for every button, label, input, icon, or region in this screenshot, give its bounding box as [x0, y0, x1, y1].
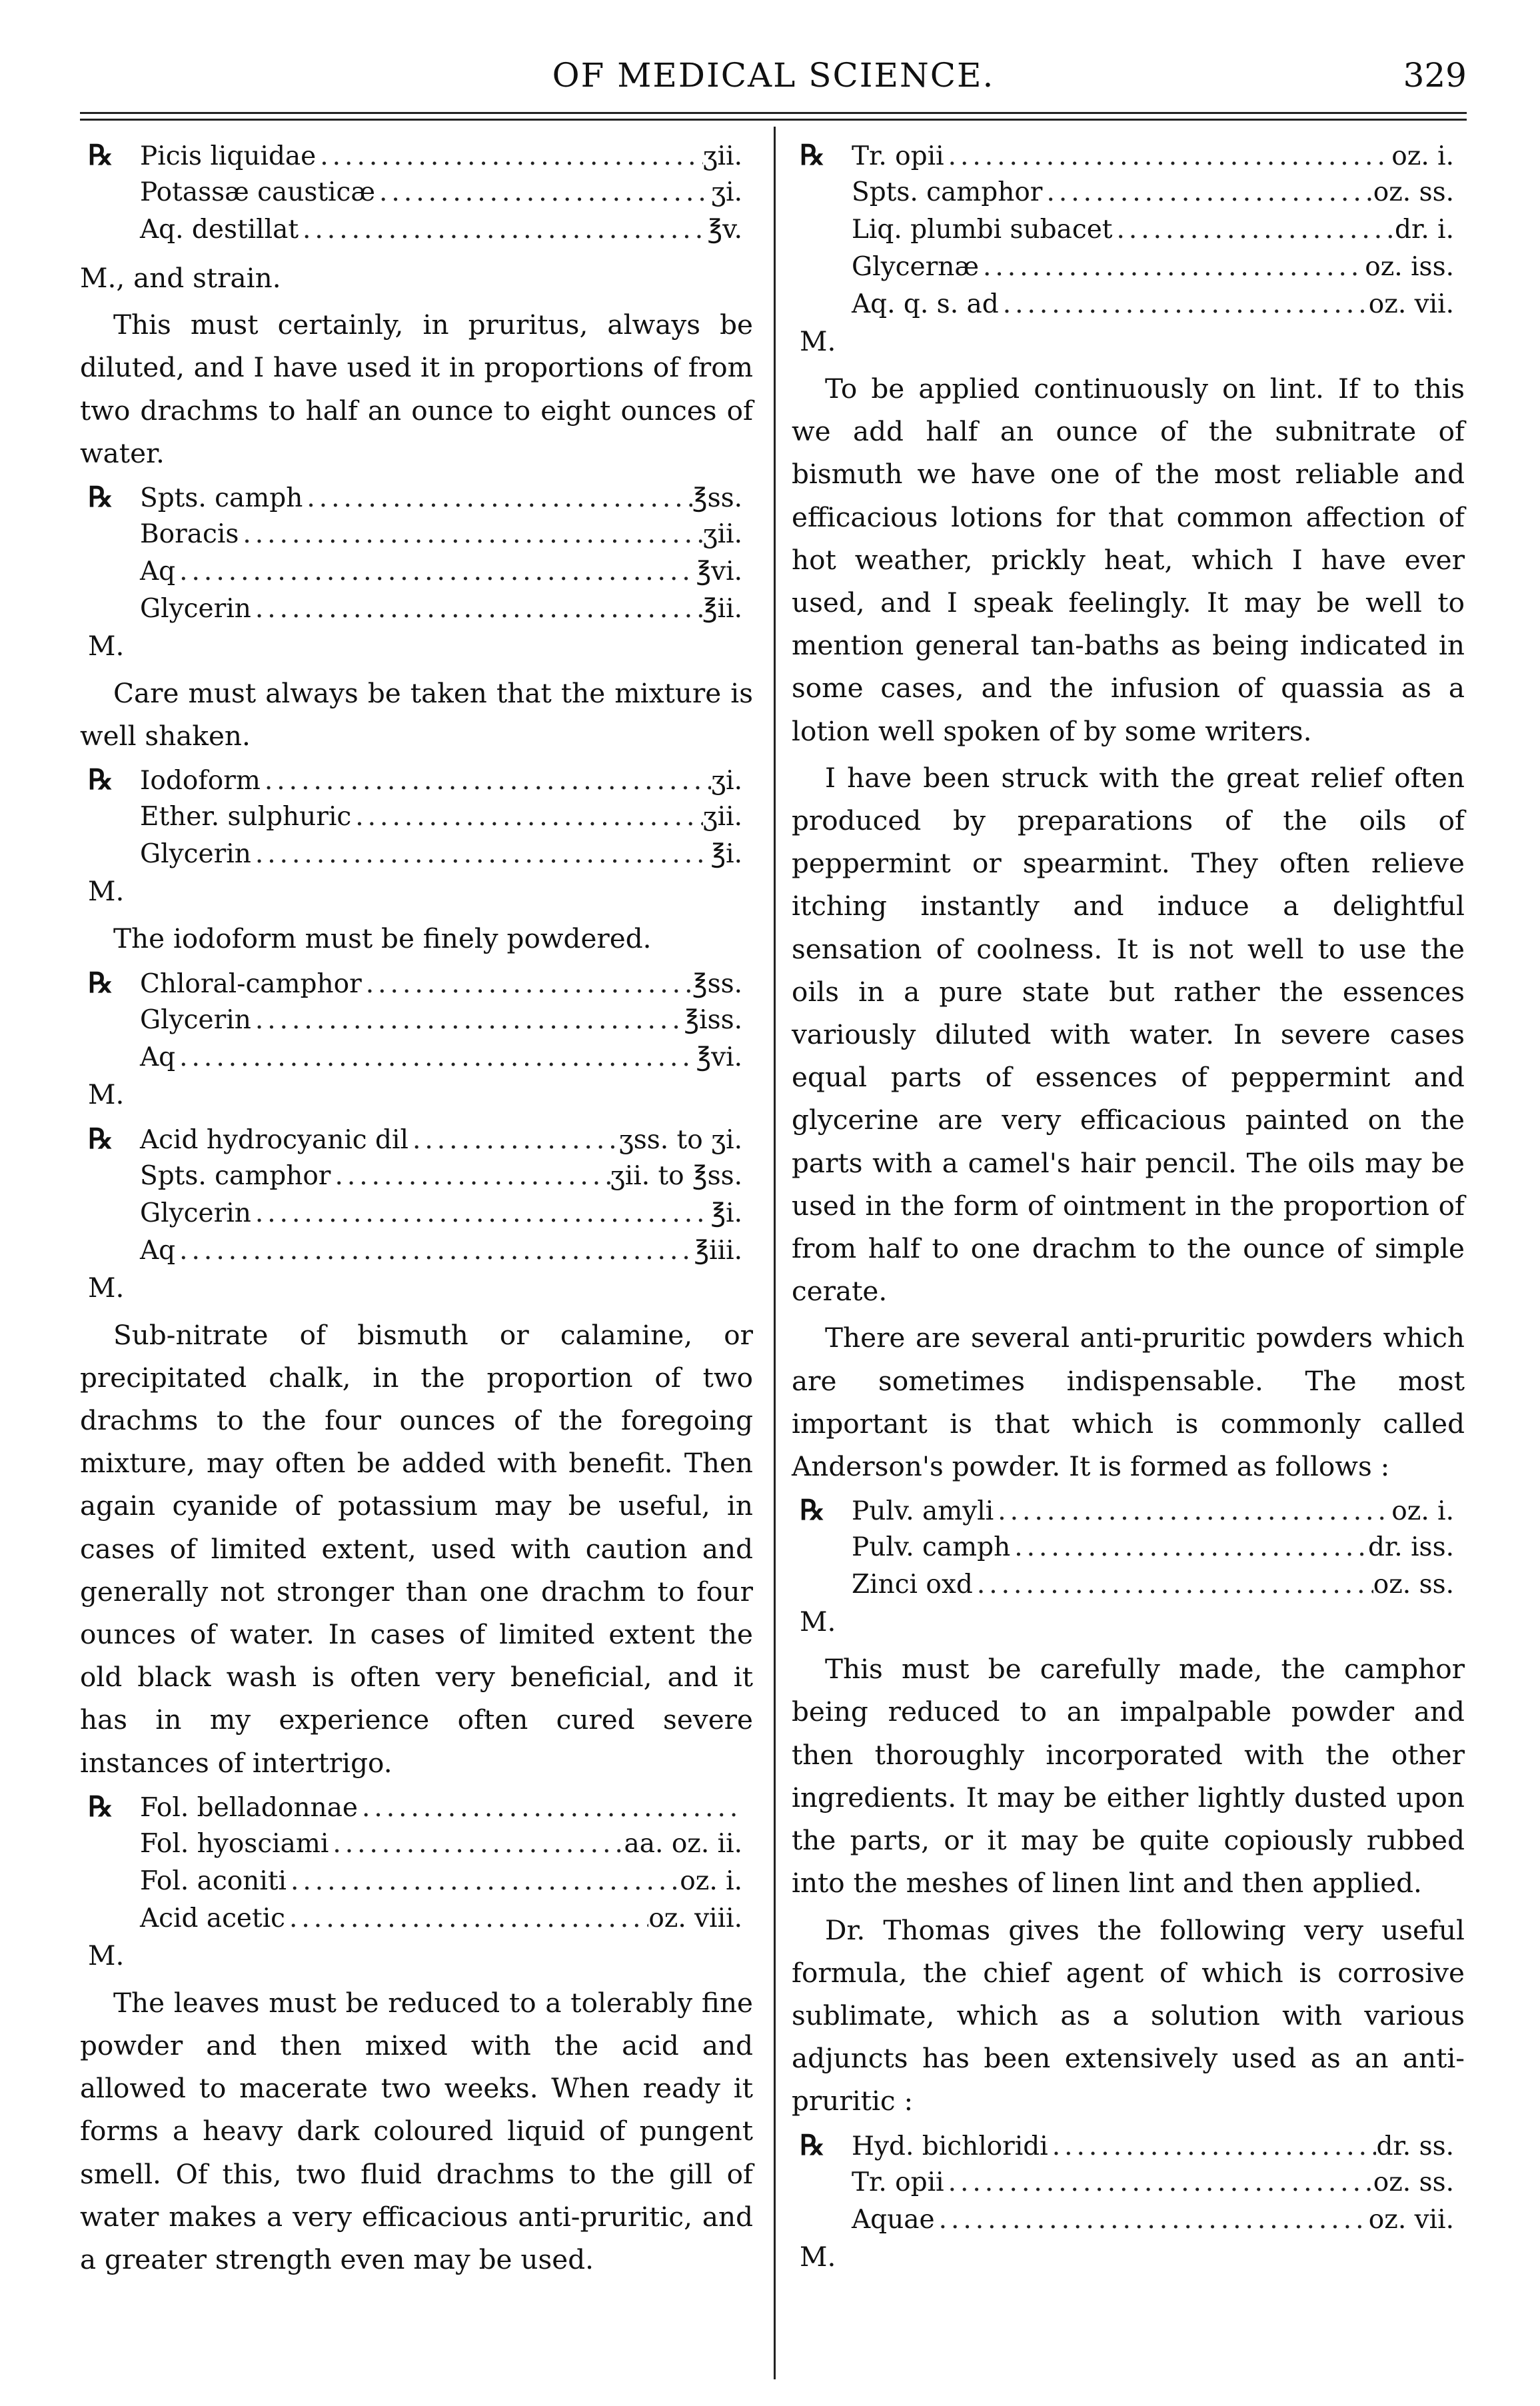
- header-rule-top: [80, 112, 1467, 114]
- ingredient-amount: ℥iss.: [684, 1004, 742, 1035]
- ingredient-amount: oz. vii.: [1368, 2204, 1454, 2235]
- dot-leader: [944, 2164, 1373, 2201]
- dot-leader: [251, 1195, 711, 1232]
- dot-leader: [362, 966, 692, 1003]
- recipe-symbol: ℞: [800, 1494, 825, 1527]
- dot-leader: [999, 286, 1369, 323]
- ingredient-amount: ʒii. to ℥ss.: [610, 1160, 742, 1191]
- dot-leader: [303, 480, 692, 517]
- recipe-symbol: ℞: [88, 481, 113, 514]
- prescription-line: [80, 1195, 753, 1232]
- ingredient-name: Spts. camph: [140, 483, 303, 514]
- prescription: [792, 137, 1465, 359]
- ingredient-name: Spts. camphor: [140, 1160, 331, 1191]
- dot-leader: [979, 249, 1365, 286]
- ingredient-amount: oz. i.: [1391, 1496, 1454, 1527]
- dot-leader: [175, 1039, 696, 1076]
- ingredient-amount: ʒii.: [702, 141, 742, 171]
- prescription-line: [80, 798, 753, 836]
- ingredient-amount: ʒi.: [711, 177, 742, 207]
- prescription-line: [80, 553, 753, 591]
- prescription-line: [792, 2201, 1465, 2239]
- ingredient-amount: ʒii.: [702, 802, 742, 832]
- prescription-line: [80, 1039, 753, 1076]
- ingredient-amount: ℥iii.: [694, 1235, 742, 1266]
- ingredient-name: Hyd. bichloridi: [852, 2131, 1048, 2161]
- ingredient-amount: ʒi.: [711, 766, 742, 796]
- misce-label: M.: [88, 630, 125, 662]
- running-header: [80, 52, 1467, 100]
- ingredient-name: Glycernæ: [852, 252, 980, 282]
- ingredient-amount: aa. oz. ii.: [624, 1828, 742, 1859]
- prescription-line: [792, 249, 1465, 286]
- ingredient-amount: oz. i.: [680, 1865, 742, 1896]
- ingredient-name: Fol. belladonnae: [140, 1792, 358, 1823]
- paragraph: The leaves must be reduced to a tolerably fine powder and then mixed with the acid and allowed to macerate two weeks. When ready it forms a heavy dark coloured liquid of pungent smell. Of this, two fluid drachms to the gill of water makes a very efficacious anti-pruritic, and a greater strength even may be used.: [80, 1986, 753, 2276]
- dot-leader: [261, 762, 711, 800]
- ingredient-amount: ℥i.: [710, 839, 742, 870]
- page-number: 329: [1403, 56, 1467, 95]
- ingredient-amount: oz. viii.: [648, 1903, 742, 1933]
- ingredient-name: Aq. destillat: [140, 215, 299, 245]
- prescription-line: [80, 479, 753, 516]
- ingredient-name: Glycerin: [140, 594, 251, 624]
- dot-leader: [935, 2201, 1369, 2239]
- dot-leader: [1112, 211, 1395, 249]
- prescription: [80, 479, 753, 664]
- prescription-line: [80, 1232, 753, 1270]
- ingredient-name: Liq. plumbi subacet: [852, 215, 1113, 245]
- dot-leader: [1042, 174, 1373, 211]
- recipe-symbol: ℞: [88, 966, 113, 999]
- paragraph: There are several anti-pruritic powders which are sometimes indispensable. The most important is that which is commonly called Anderson's powder. It is formed as follows :: [792, 1322, 1465, 1483]
- prescription-line: [80, 964, 753, 1002]
- misce-label: M.: [800, 325, 836, 357]
- prescription: [80, 761, 753, 909]
- left-column: [80, 137, 753, 2285]
- ingredient-name: Ether. sulphuric: [140, 802, 352, 832]
- prescription: [80, 137, 753, 249]
- ingredient-amount: oz. vii.: [1368, 289, 1454, 319]
- dot-leader: [287, 1863, 680, 1900]
- recipe-symbol: ℞: [800, 2128, 825, 2161]
- ingredient-name: Pulv. camph: [852, 1532, 1011, 1563]
- prescription-line: [792, 1492, 1465, 1529]
- paragraph: The iodoform must be finely powdered.: [113, 922, 652, 955]
- dot-leader: [408, 1122, 619, 1159]
- prescription-line: [80, 836, 753, 873]
- column-divider: [774, 127, 776, 2379]
- dot-leader: [175, 1232, 694, 1270]
- recipe-symbol: ℞: [88, 763, 113, 796]
- ingredient-name: Potassæ causticæ: [140, 177, 376, 207]
- ingredient-name: Aq. q. s. ad: [852, 289, 999, 319]
- paragraph: Sub-nitrate of bismuth or calamine, or precipitated chalk, in the proportion of two drachms to the four ounces of the foregoing mixture, may often be added with benefit. Then again cyanide of potassium may be useful, in cases of limited extent, used with caution and generally not stronger than one drachm to four ounces of water. In cases of limited extent the old black wash is often very beneficial, and it has in my experience often cured severe instances of intertrigo.: [80, 1318, 753, 1779]
- prescription-line: [80, 1788, 753, 1825]
- prescription-line: [80, 211, 753, 249]
- right-column: [792, 137, 1465, 2283]
- ingredient-amount: ℥ii.: [702, 594, 742, 624]
- paragraph: Dr. Thomas gives the following very useful formula, the chief agent of which is corrosive sublimate, which as a solution with various adjuncts has been extensively used as an anti-pruritic :: [792, 1913, 1465, 2117]
- dot-leader: [251, 1002, 684, 1039]
- prescription-line: [80, 1900, 753, 1937]
- ingredient-name: Boracis: [140, 519, 239, 550]
- prescription-line: [792, 1566, 1465, 1604]
- prescription-line: [792, 1529, 1465, 1566]
- prescription-line: [80, 174, 753, 211]
- dot-leader: [973, 1566, 1373, 1604]
- ingredient-amount: oz. i.: [1391, 141, 1454, 171]
- paragraph: This must be carefully made, the camphor being reduced to an impalpable powder and then thoroughly incorporated with the other ingredients. It may be either lightly dusted upon the parts, or it may be quite copiously rubbed into the meshes of linen lint and then applied.: [792, 1653, 1465, 1899]
- ingredient-amount: oz. ss.: [1373, 2167, 1454, 2197]
- ingredient-amount: dr. i.: [1395, 215, 1454, 245]
- misce-label: M.: [800, 2240, 836, 2273]
- paragraph: This must certainly, in pruritus, always be diluted, and I have used it in proportions of from two drachms to half an ounce to eight ounces of water.: [80, 309, 753, 469]
- dot-leader: [1048, 2128, 1377, 2165]
- recipe-symbol: ℞: [88, 1790, 113, 1823]
- dot-leader: [358, 1790, 742, 1827]
- prescription-line: [80, 591, 753, 628]
- prescription-line: [80, 137, 753, 174]
- prescription-line: [792, 2127, 1465, 2164]
- dot-leader: [299, 211, 708, 249]
- dot-leader: [285, 1900, 648, 1937]
- dot-leader: [239, 516, 702, 553]
- prescription-line: [792, 286, 1465, 323]
- prescription-line: [80, 761, 753, 798]
- prescription-line: [80, 1002, 753, 1039]
- ingredient-name: Zinci oxd: [852, 1570, 973, 1600]
- ingredient-amount: oz. ss.: [1373, 177, 1454, 207]
- ingredient-name: Iodoform: [140, 766, 261, 796]
- ingredient-name: Glycerin: [140, 1198, 251, 1228]
- prescription: [792, 2127, 1465, 2275]
- prescription-line: [792, 2164, 1465, 2201]
- dot-leader: [351, 798, 702, 836]
- prescription: [80, 1120, 753, 1306]
- dot-leader: [251, 591, 702, 628]
- misce-label: M.: [88, 875, 125, 908]
- ingredient-amount: ℥vi.: [696, 557, 742, 587]
- prescription-line: [80, 1158, 753, 1195]
- dot-leader: [175, 553, 696, 591]
- ingredient-name: Fol. hyosciami: [140, 1828, 329, 1859]
- ingredient-amount: oz. iss.: [1365, 252, 1454, 282]
- ingredient-name: Pulv. amyli: [852, 1496, 994, 1527]
- dot-leader: [994, 1493, 1391, 1530]
- dot-leader: [375, 174, 711, 211]
- header-rule-bottom: [80, 119, 1467, 121]
- ingredient-name: Glycerin: [140, 1004, 251, 1035]
- ingredient-amount: ℥i.: [710, 1198, 742, 1228]
- prescription: [80, 1788, 753, 1973]
- ingredient-amount: ℥ss.: [692, 483, 742, 514]
- ingredient-amount: ℥v.: [707, 215, 742, 245]
- paragraph: To be applied continuously on lint. If to this we add half an ounce of the subnitrate of bismuth we have one of the most reliable and efficacious lotions for that common affection of hot weather, prickly heat, which I have ever used, and I speak feelingly. It may be well to mention general tan-baths as being indicated in some cases, and the infusion of quassia as a lotion well spoken of by some writers.: [792, 373, 1465, 747]
- ingredient-name: Picis liquidae: [140, 141, 317, 171]
- paragraph: M., and strain.: [80, 262, 281, 294]
- recipe-symbol: ℞: [88, 1122, 113, 1155]
- ingredient-name: Acid hydrocyanic dil: [140, 1124, 408, 1155]
- ingredient-name: Tr. opii: [852, 141, 944, 171]
- ingredient-amount: ℥ss.: [692, 968, 742, 999]
- ingredient-amount: ʒii.: [702, 519, 742, 550]
- dot-leader: [1010, 1529, 1368, 1566]
- dot-leader: [316, 138, 702, 175]
- misce-label: M.: [88, 1078, 125, 1110]
- prescription-line: [792, 137, 1465, 174]
- recipe-symbol: ℞: [88, 139, 113, 171]
- ingredient-name: Glycerin: [140, 839, 251, 870]
- ingredient-amount: dr. ss.: [1376, 2131, 1454, 2161]
- running-head-title: OF MEDICAL SCIENCE.: [552, 56, 995, 95]
- ingredient-name: Fol. aconiti: [140, 1865, 287, 1896]
- prescription-line: [80, 1120, 753, 1158]
- ingredient-amount: ℥vi.: [696, 1042, 742, 1072]
- prescription-line: [80, 1825, 753, 1863]
- ingredient-name: Aq: [140, 557, 176, 587]
- ingredient-amount: ʒss. to ʒi.: [618, 1124, 742, 1155]
- misce-label: M.: [88, 1939, 125, 1971]
- prescription-line: [792, 174, 1465, 211]
- paragraph: I have been struck with the great relief often produced by preparations of the oils of peppermint or spearmint. They often relieve itching instantly and induce a delightful sensation of coolness. It is not well to use the oils in a pure state but rather the essences variously diluted with water. In severe cases equal parts of essences of peppermint and glycerine are very efficacious painted on the parts with a camel's hair pencil. The oils may be used in the form of ointment in the proportion of from half to one drachm to the ounce of simple cerate.: [792, 761, 1465, 1308]
- misce-label: M.: [800, 1606, 836, 1638]
- dot-leader: [944, 138, 1392, 175]
- dot-leader: [331, 1158, 610, 1195]
- dot-leader: [329, 1825, 624, 1863]
- misce-label: M.: [88, 1271, 125, 1304]
- ingredient-name: Aq: [140, 1042, 176, 1072]
- recipe-symbol: ℞: [800, 139, 825, 171]
- prescription-line: [80, 516, 753, 553]
- prescription-line: [792, 211, 1465, 249]
- ingredient-name: Spts. camphor: [852, 177, 1043, 207]
- ingredient-amount: oz. ss.: [1373, 1570, 1454, 1600]
- ingredient-name: Tr. opii: [852, 2167, 944, 2197]
- prescription: [792, 1492, 1465, 1640]
- ingredient-name: Aquae: [852, 2204, 935, 2235]
- paragraph: Care must always be taken that the mixture is well shaken.: [80, 677, 753, 752]
- prescription-line: [80, 1863, 753, 1900]
- ingredient-name: Acid acetic: [140, 1903, 286, 1933]
- ingredient-amount: dr. iss.: [1367, 1532, 1454, 1563]
- ingredient-name: Chloral-camphor: [140, 968, 362, 999]
- ingredient-name: Aq: [140, 1235, 176, 1266]
- prescription: [80, 964, 753, 1112]
- dot-leader: [251, 836, 711, 873]
